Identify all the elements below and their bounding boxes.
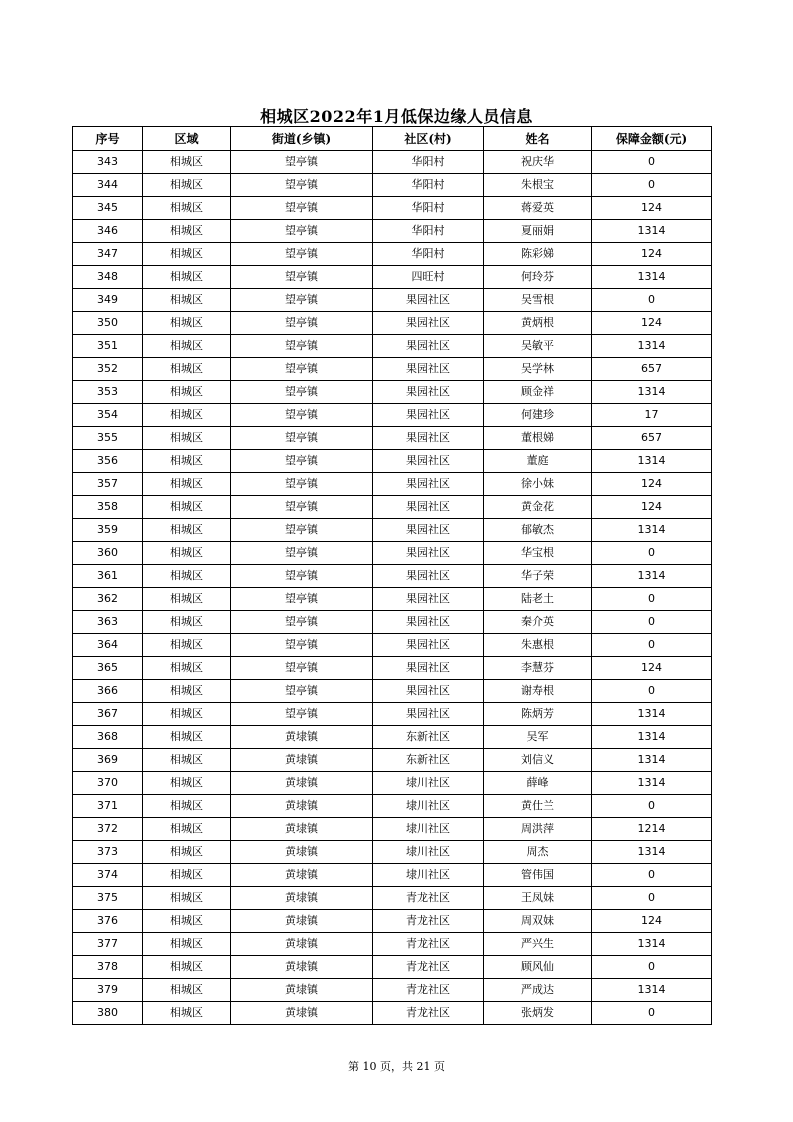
row-district: 相城区 bbox=[143, 358, 231, 381]
row-community: 果园社区 bbox=[373, 565, 484, 588]
row-index: 363 bbox=[73, 611, 143, 634]
row-index: 356 bbox=[73, 450, 143, 473]
row-index: 352 bbox=[73, 358, 143, 381]
row-district: 相城区 bbox=[143, 151, 231, 174]
row-name: 董庭 bbox=[484, 450, 592, 473]
row-street: 望亭镇 bbox=[231, 427, 373, 450]
row-community: 果园社区 bbox=[373, 611, 484, 634]
row-amount: 124 bbox=[592, 496, 712, 519]
row-district: 相城区 bbox=[143, 1002, 231, 1025]
table-header-row bbox=[73, 127, 712, 151]
table-row bbox=[73, 450, 712, 473]
header-index: 序号 bbox=[73, 127, 143, 151]
table-row bbox=[73, 979, 712, 1002]
row-community: 果园社区 bbox=[373, 450, 484, 473]
page-number: 第 10 页，共 21 页 bbox=[348, 1060, 445, 1073]
row-index: 359 bbox=[73, 519, 143, 542]
row-amount: 1314 bbox=[592, 381, 712, 404]
row-amount: 657 bbox=[592, 427, 712, 450]
row-amount: 124 bbox=[592, 243, 712, 266]
row-amount: 0 bbox=[592, 887, 712, 910]
row-street: 望亭镇 bbox=[231, 450, 373, 473]
row-index: 376 bbox=[73, 910, 143, 933]
row-amount: 124 bbox=[592, 910, 712, 933]
row-street: 黄埭镇 bbox=[231, 864, 373, 887]
header-community: 社区(村) bbox=[373, 127, 484, 151]
row-street: 望亭镇 bbox=[231, 289, 373, 312]
row-index: 368 bbox=[73, 726, 143, 749]
row-name: 王凤妹 bbox=[484, 887, 592, 910]
row-name: 周双妹 bbox=[484, 910, 592, 933]
table-row bbox=[73, 634, 712, 657]
row-name: 吴军 bbox=[484, 726, 592, 749]
row-index: 357 bbox=[73, 473, 143, 496]
table-row bbox=[73, 933, 712, 956]
row-street: 望亭镇 bbox=[231, 703, 373, 726]
row-name: 陈彩娣 bbox=[484, 243, 592, 266]
row-name: 张炳发 bbox=[484, 1002, 592, 1025]
table-row bbox=[73, 542, 712, 565]
row-name: 夏丽娟 bbox=[484, 220, 592, 243]
table-body bbox=[73, 151, 712, 1025]
row-district: 相城区 bbox=[143, 450, 231, 473]
row-street: 黄埭镇 bbox=[231, 772, 373, 795]
table-row bbox=[73, 611, 712, 634]
row-index: 372 bbox=[73, 818, 143, 841]
row-index: 379 bbox=[73, 979, 143, 1002]
row-amount: 0 bbox=[592, 289, 712, 312]
row-district: 相城区 bbox=[143, 726, 231, 749]
row-community: 青龙社区 bbox=[373, 887, 484, 910]
row-street: 黄埭镇 bbox=[231, 841, 373, 864]
table-row bbox=[73, 864, 712, 887]
row-amount: 1314 bbox=[592, 266, 712, 289]
row-community: 果园社区 bbox=[373, 496, 484, 519]
row-name: 黄仕兰 bbox=[484, 795, 592, 818]
row-district: 相城区 bbox=[143, 266, 231, 289]
row-index: 344 bbox=[73, 174, 143, 197]
row-name: 严兴生 bbox=[484, 933, 592, 956]
table-row bbox=[73, 335, 712, 358]
row-amount: 1314 bbox=[592, 450, 712, 473]
row-amount: 1314 bbox=[592, 979, 712, 1002]
row-name: 蒋爱英 bbox=[484, 197, 592, 220]
row-district: 相城区 bbox=[143, 289, 231, 312]
row-street: 望亭镇 bbox=[231, 588, 373, 611]
row-amount: 124 bbox=[592, 657, 712, 680]
row-street: 黄埭镇 bbox=[231, 979, 373, 1002]
row-street: 望亭镇 bbox=[231, 611, 373, 634]
table-row bbox=[73, 197, 712, 220]
table-row bbox=[73, 680, 712, 703]
row-name: 董根娣 bbox=[484, 427, 592, 450]
row-index: 355 bbox=[73, 427, 143, 450]
row-amount: 657 bbox=[592, 358, 712, 381]
row-street: 望亭镇 bbox=[231, 565, 373, 588]
row-index: 343 bbox=[73, 151, 143, 174]
table-row bbox=[73, 496, 712, 519]
row-street: 望亭镇 bbox=[231, 220, 373, 243]
row-district: 相城区 bbox=[143, 404, 231, 427]
row-street: 黄埭镇 bbox=[231, 933, 373, 956]
row-community: 华阳村 bbox=[373, 197, 484, 220]
row-street: 黄埭镇 bbox=[231, 1002, 373, 1025]
row-index: 374 bbox=[73, 864, 143, 887]
row-community: 华阳村 bbox=[373, 151, 484, 174]
row-district: 相城区 bbox=[143, 381, 231, 404]
row-community: 果园社区 bbox=[373, 680, 484, 703]
row-district: 相城区 bbox=[143, 519, 231, 542]
row-community: 果园社区 bbox=[373, 473, 484, 496]
row-index: 351 bbox=[73, 335, 143, 358]
row-amount: 1314 bbox=[592, 565, 712, 588]
row-name: 顾风仙 bbox=[484, 956, 592, 979]
row-district: 相城区 bbox=[143, 841, 231, 864]
row-amount: 1314 bbox=[592, 841, 712, 864]
row-index: 371 bbox=[73, 795, 143, 818]
row-street: 望亭镇 bbox=[231, 312, 373, 335]
row-community: 东新社区 bbox=[373, 726, 484, 749]
row-district: 相城区 bbox=[143, 542, 231, 565]
row-index: 358 bbox=[73, 496, 143, 519]
table-row bbox=[73, 956, 712, 979]
table-row bbox=[73, 703, 712, 726]
row-index: 360 bbox=[73, 542, 143, 565]
row-community: 果园社区 bbox=[373, 381, 484, 404]
row-district: 相城区 bbox=[143, 588, 231, 611]
row-street: 望亭镇 bbox=[231, 680, 373, 703]
row-community: 果园社区 bbox=[373, 404, 484, 427]
row-district: 相城区 bbox=[143, 174, 231, 197]
table-row bbox=[73, 841, 712, 864]
row-community: 华阳村 bbox=[373, 220, 484, 243]
header-amount: 保障金额(元) bbox=[592, 127, 712, 151]
row-district: 相城区 bbox=[143, 680, 231, 703]
row-community: 果园社区 bbox=[373, 427, 484, 450]
row-amount: 1314 bbox=[592, 749, 712, 772]
row-index: 365 bbox=[73, 657, 143, 680]
row-amount: 1214 bbox=[592, 818, 712, 841]
table-row bbox=[73, 887, 712, 910]
row-community: 果园社区 bbox=[373, 289, 484, 312]
row-district: 相城区 bbox=[143, 933, 231, 956]
row-street: 望亭镇 bbox=[231, 381, 373, 404]
row-index: 378 bbox=[73, 956, 143, 979]
row-index: 347 bbox=[73, 243, 143, 266]
row-amount: 1314 bbox=[592, 335, 712, 358]
row-street: 望亭镇 bbox=[231, 335, 373, 358]
row-index: 346 bbox=[73, 220, 143, 243]
row-name: 陈炳芳 bbox=[484, 703, 592, 726]
row-amount: 124 bbox=[592, 312, 712, 335]
row-district: 相城区 bbox=[143, 496, 231, 519]
row-amount: 0 bbox=[592, 1002, 712, 1025]
row-community: 青龙社区 bbox=[373, 956, 484, 979]
row-street: 望亭镇 bbox=[231, 404, 373, 427]
row-street: 望亭镇 bbox=[231, 266, 373, 289]
row-amount: 124 bbox=[592, 197, 712, 220]
row-name: 郁敏杰 bbox=[484, 519, 592, 542]
row-amount: 0 bbox=[592, 611, 712, 634]
row-district: 相城区 bbox=[143, 864, 231, 887]
row-street: 黄埭镇 bbox=[231, 956, 373, 979]
row-index: 373 bbox=[73, 841, 143, 864]
table-row bbox=[73, 473, 712, 496]
row-community: 埭川社区 bbox=[373, 864, 484, 887]
table-row bbox=[73, 519, 712, 542]
row-street: 黄埭镇 bbox=[231, 887, 373, 910]
row-name: 吴学林 bbox=[484, 358, 592, 381]
row-street: 望亭镇 bbox=[231, 519, 373, 542]
row-amount: 0 bbox=[592, 151, 712, 174]
row-amount: 0 bbox=[592, 795, 712, 818]
table-row bbox=[73, 657, 712, 680]
row-district: 相城区 bbox=[143, 611, 231, 634]
row-name: 祝庆华 bbox=[484, 151, 592, 174]
table-row bbox=[73, 358, 712, 381]
row-amount: 1314 bbox=[592, 519, 712, 542]
table-row bbox=[73, 381, 712, 404]
row-district: 相城区 bbox=[143, 818, 231, 841]
table-row bbox=[73, 1002, 712, 1025]
row-name: 陆老土 bbox=[484, 588, 592, 611]
row-street: 望亭镇 bbox=[231, 473, 373, 496]
row-amount: 1314 bbox=[592, 220, 712, 243]
row-district: 相城区 bbox=[143, 956, 231, 979]
row-amount: 0 bbox=[592, 588, 712, 611]
row-community: 果园社区 bbox=[373, 588, 484, 611]
row-name: 李慧芬 bbox=[484, 657, 592, 680]
row-street: 望亭镇 bbox=[231, 151, 373, 174]
row-name: 周杰 bbox=[484, 841, 592, 864]
row-community: 果园社区 bbox=[373, 542, 484, 565]
row-community: 果园社区 bbox=[373, 312, 484, 335]
row-amount: 0 bbox=[592, 174, 712, 197]
table-row bbox=[73, 151, 712, 174]
row-community: 青龙社区 bbox=[373, 910, 484, 933]
row-index: 369 bbox=[73, 749, 143, 772]
table-row bbox=[73, 910, 712, 933]
row-amount: 0 bbox=[592, 956, 712, 979]
row-name: 何建珍 bbox=[484, 404, 592, 427]
row-district: 相城区 bbox=[143, 657, 231, 680]
row-street: 望亭镇 bbox=[231, 174, 373, 197]
row-street: 望亭镇 bbox=[231, 634, 373, 657]
header-district: 区域 bbox=[143, 127, 231, 151]
table-row bbox=[73, 749, 712, 772]
table-row bbox=[73, 404, 712, 427]
table-row bbox=[73, 795, 712, 818]
row-district: 相城区 bbox=[143, 197, 231, 220]
row-community: 果园社区 bbox=[373, 703, 484, 726]
row-district: 相城区 bbox=[143, 887, 231, 910]
row-community: 华阳村 bbox=[373, 243, 484, 266]
row-community: 果园社区 bbox=[373, 657, 484, 680]
row-district: 相城区 bbox=[143, 910, 231, 933]
row-index: 366 bbox=[73, 680, 143, 703]
row-name: 秦介英 bbox=[484, 611, 592, 634]
row-community: 青龙社区 bbox=[373, 933, 484, 956]
row-amount: 1314 bbox=[592, 772, 712, 795]
row-street: 望亭镇 bbox=[231, 358, 373, 381]
row-amount: 0 bbox=[592, 864, 712, 887]
row-name: 严成达 bbox=[484, 979, 592, 1002]
row-index: 377 bbox=[73, 933, 143, 956]
table-row bbox=[73, 289, 712, 312]
row-district: 相城区 bbox=[143, 473, 231, 496]
row-name: 周洪萍 bbox=[484, 818, 592, 841]
row-district: 相城区 bbox=[143, 335, 231, 358]
table-row bbox=[73, 427, 712, 450]
row-index: 350 bbox=[73, 312, 143, 335]
row-street: 望亭镇 bbox=[231, 243, 373, 266]
row-name: 华宝根 bbox=[484, 542, 592, 565]
row-district: 相城区 bbox=[143, 634, 231, 657]
row-index: 354 bbox=[73, 404, 143, 427]
table-row bbox=[73, 726, 712, 749]
row-name: 黄炳根 bbox=[484, 312, 592, 335]
row-amount: 124 bbox=[592, 473, 712, 496]
row-index: 367 bbox=[73, 703, 143, 726]
row-community: 华阳村 bbox=[373, 174, 484, 197]
table-row bbox=[73, 772, 712, 795]
row-name: 华子荣 bbox=[484, 565, 592, 588]
row-street: 望亭镇 bbox=[231, 542, 373, 565]
row-street: 黄埭镇 bbox=[231, 749, 373, 772]
row-street: 黄埭镇 bbox=[231, 910, 373, 933]
row-name: 刘信义 bbox=[484, 749, 592, 772]
row-amount: 17 bbox=[592, 404, 712, 427]
row-name: 徐小妹 bbox=[484, 473, 592, 496]
row-index: 362 bbox=[73, 588, 143, 611]
row-index: 348 bbox=[73, 266, 143, 289]
row-street: 黄埭镇 bbox=[231, 818, 373, 841]
row-amount: 1314 bbox=[592, 703, 712, 726]
row-community: 东新社区 bbox=[373, 749, 484, 772]
row-district: 相城区 bbox=[143, 772, 231, 795]
row-amount: 1314 bbox=[592, 933, 712, 956]
row-name: 吴敏平 bbox=[484, 335, 592, 358]
row-name: 朱根宝 bbox=[484, 174, 592, 197]
row-name: 黄金花 bbox=[484, 496, 592, 519]
row-street: 望亭镇 bbox=[231, 657, 373, 680]
row-name: 薛峰 bbox=[484, 772, 592, 795]
row-street: 黄埭镇 bbox=[231, 726, 373, 749]
row-index: 364 bbox=[73, 634, 143, 657]
recipients-table bbox=[72, 126, 712, 1025]
row-community: 青龙社区 bbox=[373, 979, 484, 1002]
row-index: 349 bbox=[73, 289, 143, 312]
row-name: 谢寿根 bbox=[484, 680, 592, 703]
table-row bbox=[73, 243, 712, 266]
row-name: 何玲芬 bbox=[484, 266, 592, 289]
table-row bbox=[73, 220, 712, 243]
row-district: 相城区 bbox=[143, 749, 231, 772]
row-street: 黄埭镇 bbox=[231, 795, 373, 818]
row-community: 果园社区 bbox=[373, 634, 484, 657]
table-row bbox=[73, 818, 712, 841]
row-district: 相城区 bbox=[143, 243, 231, 266]
row-index: 375 bbox=[73, 887, 143, 910]
table-row bbox=[73, 565, 712, 588]
row-community: 埭川社区 bbox=[373, 795, 484, 818]
row-community: 果园社区 bbox=[373, 358, 484, 381]
row-community: 四旺村 bbox=[373, 266, 484, 289]
row-community: 果园社区 bbox=[373, 335, 484, 358]
row-community: 埭川社区 bbox=[373, 841, 484, 864]
row-amount: 0 bbox=[592, 542, 712, 565]
row-index: 361 bbox=[73, 565, 143, 588]
row-index: 353 bbox=[73, 381, 143, 404]
row-name: 顾金祥 bbox=[484, 381, 592, 404]
row-district: 相城区 bbox=[143, 565, 231, 588]
row-district: 相城区 bbox=[143, 427, 231, 450]
row-district: 相城区 bbox=[143, 979, 231, 1002]
table-row bbox=[73, 266, 712, 289]
table-row bbox=[73, 312, 712, 335]
row-district: 相城区 bbox=[143, 312, 231, 335]
row-amount: 1314 bbox=[592, 726, 712, 749]
row-district: 相城区 bbox=[143, 703, 231, 726]
row-district: 相城区 bbox=[143, 220, 231, 243]
row-community: 埭川社区 bbox=[373, 772, 484, 795]
row-index: 380 bbox=[73, 1002, 143, 1025]
row-index: 370 bbox=[73, 772, 143, 795]
header-name: 姓名 bbox=[484, 127, 592, 151]
row-community: 青龙社区 bbox=[373, 1002, 484, 1025]
table-row bbox=[73, 588, 712, 611]
header-street: 街道(乡镇) bbox=[231, 127, 373, 151]
row-name: 吴雪根 bbox=[484, 289, 592, 312]
row-name: 朱惠根 bbox=[484, 634, 592, 657]
table-row bbox=[73, 174, 712, 197]
row-community: 埭川社区 bbox=[373, 818, 484, 841]
row-index: 345 bbox=[73, 197, 143, 220]
row-amount: 0 bbox=[592, 680, 712, 703]
row-street: 望亭镇 bbox=[231, 496, 373, 519]
page-title: 相城区2022年1月低保边缘人员信息 bbox=[260, 107, 533, 126]
row-district: 相城区 bbox=[143, 795, 231, 818]
row-amount: 0 bbox=[592, 634, 712, 657]
row-name: 管伟国 bbox=[484, 864, 592, 887]
row-community: 果园社区 bbox=[373, 519, 484, 542]
row-street: 望亭镇 bbox=[231, 197, 373, 220]
